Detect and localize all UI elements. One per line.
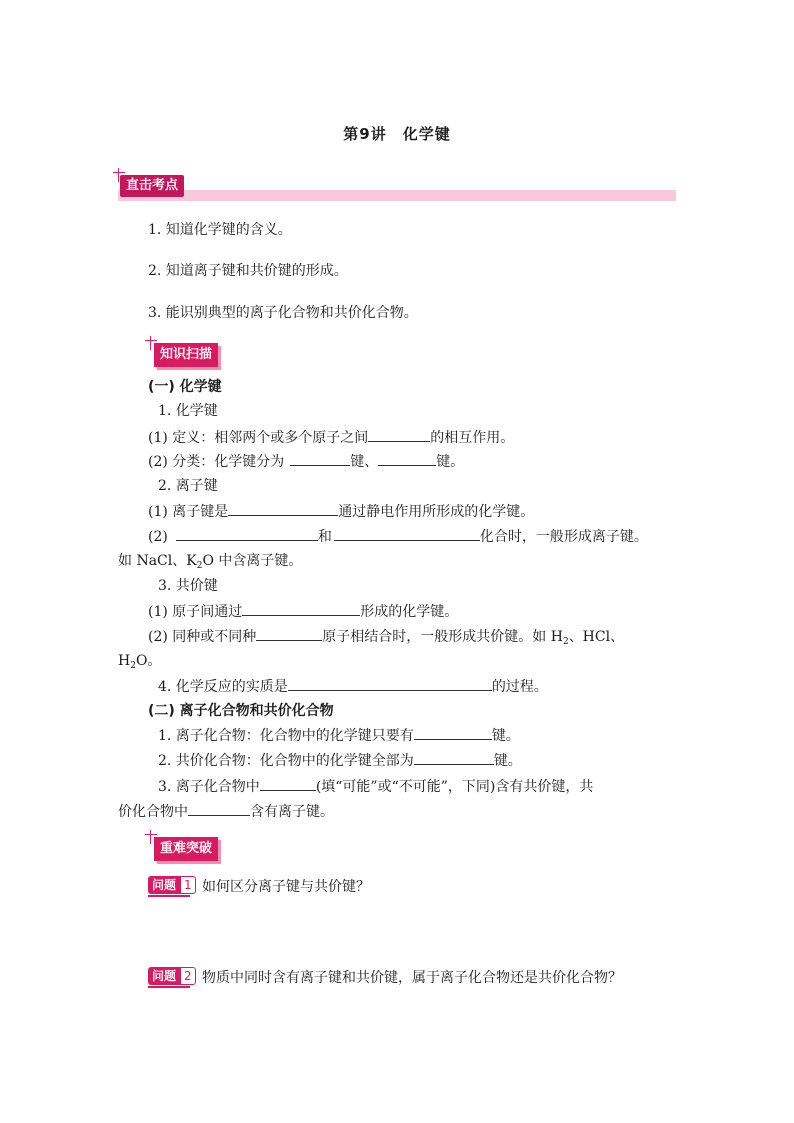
goal-item: 1. 知道化学键的含义。: [148, 222, 292, 238]
text: 2. 共价化合物：化合物中的化学键全部为: [158, 753, 414, 769]
question-underline: [148, 986, 190, 988]
text: 4. 化学反应的实质是: [158, 679, 288, 695]
part2-heading: (二) 离子化合物和共价化合物: [148, 703, 334, 719]
section-decoration: [145, 834, 157, 835]
text: H: [118, 653, 131, 669]
reaction-essence-line: [158, 676, 548, 697]
section-bar: [118, 190, 676, 201]
text: 、HCl、: [568, 629, 625, 645]
question-number: 1: [180, 876, 196, 894]
goal-item: 3. 能识别典型的离子化合物和共价化合物。: [148, 305, 418, 321]
question-text-1: 如何区分离子键与共价键？: [202, 879, 370, 895]
text: 价化合物中: [118, 804, 188, 820]
compound-line-3: [158, 776, 593, 797]
text: O 中含离子键。: [202, 553, 303, 569]
covalent-example: [118, 651, 161, 671]
question-badge-1: [148, 876, 196, 896]
question-badge-2: [148, 967, 196, 987]
text: (2) 分类：化学键分为: [148, 454, 285, 470]
text: 的相互作用。: [430, 430, 515, 446]
classification-line: [148, 451, 464, 472]
text: 键。: [436, 454, 465, 470]
covalent-line-1: [148, 601, 458, 622]
text: 的过程。: [491, 679, 548, 695]
subheading: 3. 共价键: [158, 578, 218, 594]
blank-field[interactable]: [414, 725, 492, 740]
section-decoration: [145, 340, 157, 341]
section-decoration: [150, 336, 151, 350]
text: 如 NaCl、K: [118, 553, 197, 569]
compound-line-4: [118, 801, 334, 822]
blank-field[interactable]: [414, 750, 494, 765]
definition-line: [148, 427, 514, 448]
subheading: 1. 化学键: [158, 403, 218, 419]
section-decoration: [118, 168, 119, 182]
text: 键。: [493, 753, 522, 769]
text: 3. 离子化合物中: [158, 779, 260, 795]
blank-field[interactable]: [188, 801, 250, 816]
section-label-knowledge-scan: 知识扫描: [154, 343, 218, 367]
text: (2): [148, 529, 168, 545]
text: (2) 同种或不同种: [148, 629, 257, 645]
section-decoration: [150, 830, 151, 844]
blank-field[interactable]: [242, 601, 360, 616]
text: 原子相结合时，一般形成共价键。如 H: [322, 629, 563, 645]
text: O。: [135, 653, 162, 669]
text: 键。: [491, 728, 520, 744]
section-label-key-difficulties: 重难突破: [154, 837, 218, 861]
text: 1. 离子化合物：化合物中的化学键只要有: [158, 728, 414, 744]
ionic-line-2: [148, 526, 648, 547]
text: (1) 原子间通过: [148, 604, 243, 620]
question-number: 2: [180, 967, 196, 985]
subheading: 2. 离子键: [158, 478, 218, 494]
question-underline: [148, 895, 190, 897]
ionic-example: [118, 551, 302, 571]
text: 化合时，一般形成离子键。: [479, 529, 648, 545]
blank-field[interactable]: [260, 776, 316, 791]
text: 通过静电作用所形成的化学键。: [338, 504, 535, 520]
subscript: 2: [130, 661, 136, 671]
question-tag: 问题: [148, 967, 180, 985]
ionic-compound-line: [158, 725, 520, 746]
blank-field[interactable]: [368, 427, 430, 442]
blank-field[interactable]: [288, 676, 492, 691]
blank-field[interactable]: [228, 501, 338, 516]
text: (1) 离子键是: [148, 504, 229, 520]
blank-field[interactable]: [256, 626, 322, 641]
text: 形成的化学键。: [360, 604, 459, 620]
question-text-2: 物质中同时含有离子键和共价键，属于离子化合物还是共价化合物？: [202, 970, 622, 986]
section-label-direct-points: 直击考点: [120, 175, 184, 197]
blank-field[interactable]: [378, 451, 436, 466]
text: (1) 定义：相邻两个或多个原子之间: [148, 430, 369, 446]
subscript: 2: [562, 637, 569, 647]
text: 含有离子键。: [250, 804, 334, 820]
text: 键、: [350, 454, 379, 470]
blank-field[interactable]: [290, 451, 350, 466]
page-title: 第9讲 化学键: [343, 125, 451, 143]
blank-field[interactable]: [176, 526, 318, 541]
part1-heading: (一) 化学键: [148, 379, 222, 395]
subscript: 2: [196, 561, 203, 571]
question-tag: 问题: [148, 876, 180, 894]
goal-item: 2. 知道离子键和共价键的形成。: [148, 263, 348, 279]
covalent-line-2: [148, 626, 624, 647]
covalent-compound-line: [158, 750, 522, 771]
blank-field[interactable]: [334, 526, 480, 541]
text: (填“可能”或“不可能”，下同)含有共价键，共: [315, 779, 594, 795]
ionic-line-1: [148, 501, 534, 522]
text: 和: [317, 529, 332, 545]
section-decoration: [113, 172, 125, 173]
